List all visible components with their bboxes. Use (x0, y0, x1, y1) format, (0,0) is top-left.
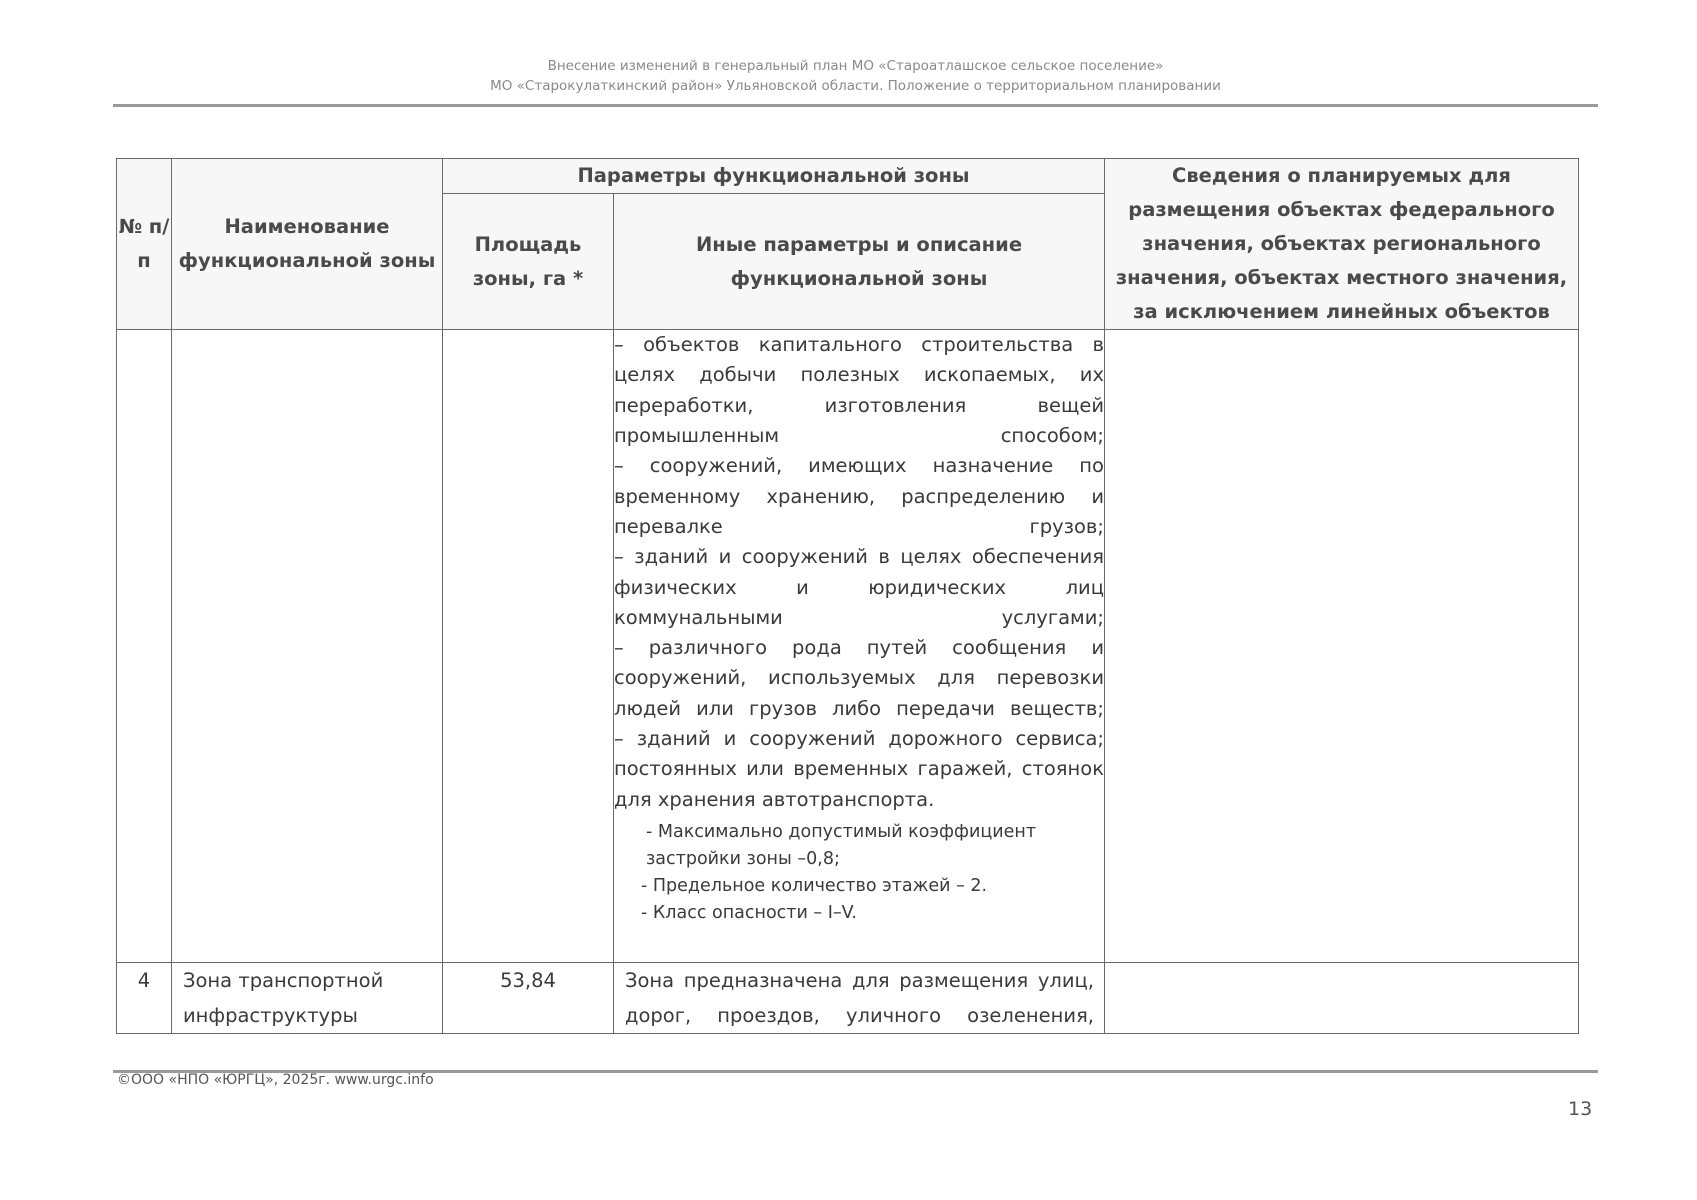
description-item: – зданий и сооружений в целях обеспечения физических и юридических лиц коммунальными услугами; (614, 545, 1104, 629)
document-header (113, 56, 1598, 96)
continuation-area-cell (443, 330, 614, 963)
header-other-params: Иные параметры и описание функциональной зоны (614, 194, 1105, 330)
header-line-2: МО «Старокулаткинский район» Ульяновской области. Положение о территориальном планировании (490, 78, 1221, 94)
row-4-area: 53,84 (443, 962, 614, 1033)
header-line-1: Внесение изменений в генеральный план МО «Староатлашское сельское поселение» (547, 58, 1164, 74)
header-planned-objects: Сведения о планируемых для размещения объектах федерального значения, объектах регионального значения, объектах местного значения, за исключением линейных объектов (1105, 159, 1579, 330)
param-floors: - Предельное количество этажей – 2. (641, 875, 988, 896)
continuation-num-cell (117, 330, 172, 963)
continuation-description-cell (614, 330, 1105, 963)
description-item: – зданий и сооружений дорожного сервиса; (614, 727, 1104, 751)
continuation-info-cell (1105, 330, 1579, 963)
header-area: Площадь зоны, га * (443, 194, 614, 330)
header-zone-name: Наименование функциональной зоны (172, 159, 443, 330)
header-params-group: Параметры функциональной зоны (443, 159, 1105, 194)
footer-copyright: ©ООО «НПО «ЮРГЦ», 2025г. www.urgc.info (117, 1072, 434, 1088)
functional-zones-table (116, 158, 1579, 1034)
row-4-zone-name: Зона транспортной инфраструктуры (172, 962, 443, 1033)
row-4-description-text: Зона предназначена для размещения улиц, дорог, проездов, уличного озеленения, (625, 968, 1094, 1027)
param-coefficient: - Максимально допустимый коэффициент застройки зоны –0,8; (646, 821, 1037, 869)
page-number: 13 (1568, 1098, 1593, 1120)
param-hazard-class: - Класс опасности – I–V. (641, 902, 857, 923)
row-4-number: 4 (117, 962, 172, 1033)
continuation-name-cell (172, 330, 443, 963)
header-num: № п/п (117, 159, 172, 330)
description-item: – сооружений, имеющих назначение по временному хранению, распределению и перевалке грузов; (614, 454, 1104, 538)
description-item: – различного рода путей сообщения и сооружений, используемых для перевозки людей или грузов либо передачи веществ; (614, 636, 1104, 720)
description-item: – объектов капитального строительства в целях добычи полезных ископаемых, их переработки, изготовления вещей промышленным способом; (614, 333, 1104, 448)
header-divider (113, 104, 1598, 107)
row-4-planned-objects (1105, 962, 1579, 1033)
row-4-description (614, 962, 1105, 1033)
zone-parameters (614, 819, 1104, 927)
description-item: постоянных или временных гаражей, стоянок для хранения автотранспорта. (614, 757, 1104, 811)
